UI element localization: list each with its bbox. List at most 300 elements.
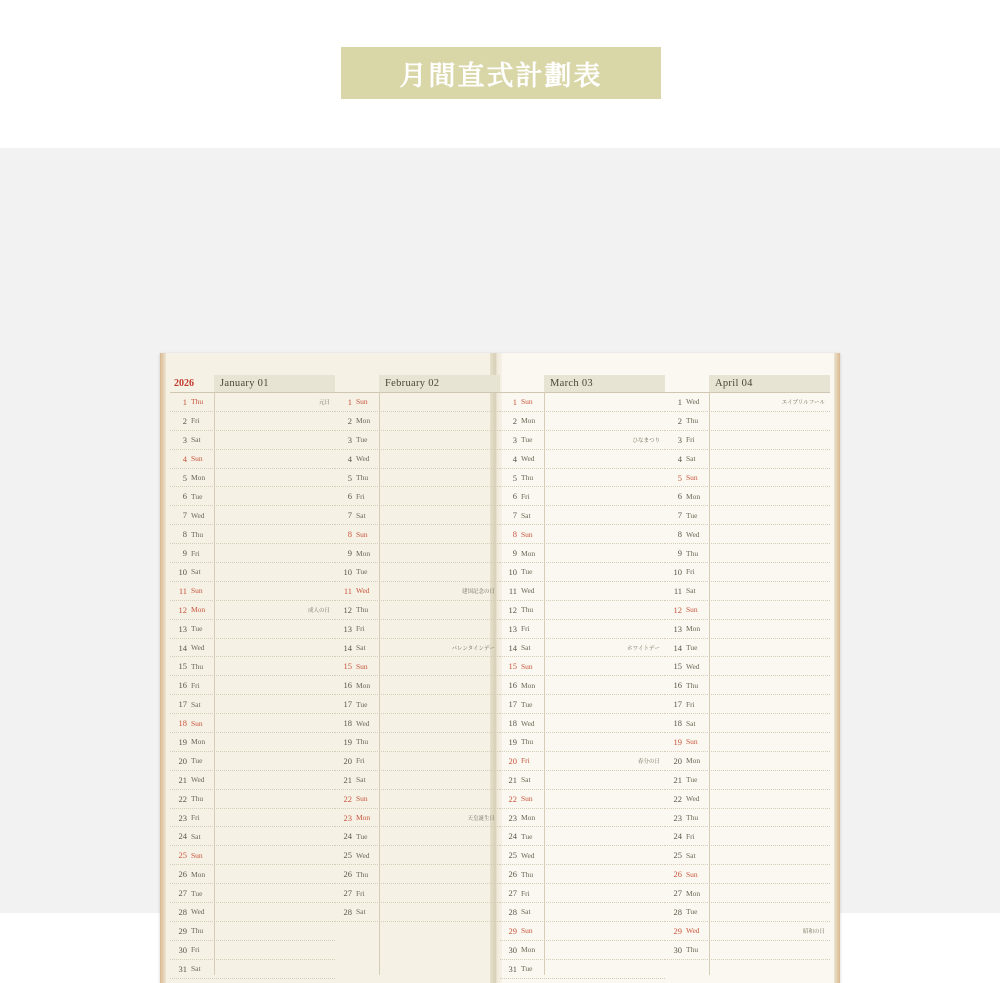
day-row[interactable]	[170, 657, 335, 676]
day-row[interactable]	[335, 695, 500, 714]
day-weekday: Tue	[356, 699, 368, 709]
day-row[interactable]	[665, 450, 830, 469]
day-row[interactable]	[665, 563, 830, 582]
day-number: 5	[677, 472, 682, 483]
day-row[interactable]	[500, 809, 665, 828]
day-row[interactable]	[500, 865, 665, 884]
day-number: 8	[677, 529, 682, 540]
day-weekday: Sun	[521, 794, 533, 804]
day-row[interactable]	[500, 657, 665, 676]
day-note[interactable]: 春分の日	[637, 758, 660, 765]
day-row[interactable]	[665, 506, 830, 525]
month-column	[170, 375, 335, 975]
day-row[interactable]	[335, 620, 500, 639]
day-row[interactable]	[170, 941, 335, 960]
day-weekday: Fri	[191, 945, 200, 955]
day-number: 2	[182, 415, 187, 426]
day-weekday: Fri	[686, 435, 695, 445]
day-row[interactable]	[170, 639, 335, 658]
day-weekday: Sat	[521, 775, 531, 785]
day-note[interactable]: 元日	[318, 399, 330, 406]
day-number: 27	[508, 888, 517, 899]
day-row[interactable]	[335, 487, 500, 506]
day-row[interactable]	[665, 657, 830, 676]
day-number: 12	[343, 604, 352, 615]
day-weekday: Thu	[356, 473, 369, 482]
day-weekday: Wed	[356, 586, 370, 596]
day-list	[665, 393, 830, 960]
day-row[interactable]	[170, 487, 335, 506]
day-number: 6	[347, 491, 352, 502]
day-number: 22	[343, 793, 352, 804]
day-number: 21	[343, 774, 352, 785]
day-number: 6	[677, 491, 682, 502]
day-row[interactable]	[500, 431, 665, 450]
day-weekday: Wed	[686, 926, 700, 936]
day-number: 23	[178, 812, 187, 823]
day-row[interactable]	[170, 960, 335, 979]
day-weekday: Fri	[521, 756, 530, 766]
day-number: 23	[673, 812, 682, 823]
day-weekday: Mon	[686, 888, 701, 898]
day-number: 28	[673, 906, 682, 917]
day-row[interactable]	[500, 941, 665, 960]
day-note[interactable]: 昭和の日	[802, 928, 825, 935]
day-row[interactable]	[170, 903, 335, 922]
day-weekday: Thu	[686, 416, 699, 426]
day-weekday: Wed	[191, 775, 205, 785]
day-row[interactable]	[665, 941, 830, 960]
day-weekday: Thu	[521, 605, 534, 615]
day-weekday: Tue	[191, 491, 203, 501]
month-column	[335, 375, 500, 975]
day-number: 19	[673, 736, 682, 747]
day-row[interactable]	[665, 431, 830, 450]
day-weekday: Thu	[686, 548, 699, 558]
day-weekday: Tue	[356, 435, 368, 445]
day-number: 23	[508, 812, 517, 823]
day-row[interactable]	[335, 884, 500, 903]
day-number: 30	[508, 944, 517, 955]
day-weekday: Mon	[356, 813, 371, 823]
day-row[interactable]	[170, 525, 335, 544]
day-row[interactable]	[170, 601, 335, 620]
day-row[interactable]	[335, 525, 500, 544]
day-weekday: Sat	[356, 907, 366, 917]
header-spacer	[335, 375, 379, 393]
day-row[interactable]	[665, 525, 830, 544]
day-row[interactable]	[170, 827, 335, 846]
day-row[interactable]	[170, 790, 335, 809]
day-row[interactable]	[170, 563, 335, 582]
month-column	[665, 375, 830, 975]
day-weekday: Fri	[191, 548, 200, 558]
day-row[interactable]	[335, 771, 500, 790]
day-number: 11	[178, 585, 187, 596]
day-number: 28	[508, 906, 517, 917]
day-row[interactable]	[335, 676, 500, 695]
day-number: 12	[508, 604, 517, 615]
day-weekday: Wed	[686, 529, 700, 539]
day-number: 18	[508, 718, 517, 729]
day-row[interactable]	[335, 563, 500, 582]
day-number: 1	[512, 396, 517, 407]
day-row[interactable]	[500, 752, 665, 771]
day-weekday: Mon	[191, 737, 206, 747]
day-number: 17	[673, 699, 682, 710]
day-row[interactable]	[665, 582, 830, 601]
day-weekday: Tue	[686, 510, 698, 520]
day-number: 19	[343, 736, 352, 747]
month-title-block	[214, 375, 335, 392]
month-columns	[170, 375, 830, 975]
day-number: 18	[673, 718, 682, 729]
day-number: 26	[508, 869, 517, 880]
day-number: 13	[343, 623, 352, 634]
day-note[interactable]: エイプリルフール	[781, 399, 825, 406]
day-note[interactable]: ホワイトデー	[627, 645, 660, 652]
day-number: 22	[508, 793, 517, 804]
day-row[interactable]	[665, 809, 830, 828]
day-number: 7	[182, 510, 187, 521]
day-number: 8	[512, 529, 517, 540]
day-row[interactable]	[500, 903, 665, 922]
day-row[interactable]	[170, 733, 335, 752]
day-row[interactable]	[335, 469, 500, 488]
day-number: 5	[512, 472, 517, 483]
day-weekday: Tue	[521, 699, 533, 709]
day-row[interactable]	[665, 393, 830, 412]
day-number: 24	[673, 831, 682, 842]
day-row[interactable]	[665, 412, 830, 431]
day-row[interactable]	[500, 563, 665, 582]
day-row[interactable]	[500, 771, 665, 790]
day-row[interactable]	[170, 450, 335, 469]
day-weekday: Sat	[191, 699, 201, 709]
day-weekday: Mon	[686, 756, 701, 766]
day-row[interactable]	[665, 620, 830, 639]
day-row[interactable]	[500, 506, 665, 525]
day-number: 27	[343, 888, 352, 899]
year-label: 2026	[174, 378, 194, 389]
day-row[interactable]	[665, 544, 830, 563]
day-number: 14	[178, 642, 187, 653]
day-row[interactable]	[500, 582, 665, 601]
day-row[interactable]	[335, 903, 500, 922]
day-number: 10	[673, 566, 682, 577]
day-weekday: Sat	[191, 435, 201, 445]
title-banner	[341, 47, 661, 99]
day-number: 1	[677, 396, 682, 407]
day-row[interactable]	[665, 903, 830, 922]
day-row[interactable]	[170, 544, 335, 563]
day-row[interactable]	[500, 695, 665, 714]
day-number: 31	[508, 963, 517, 974]
day-weekday: Mon	[191, 605, 206, 615]
day-weekday: Mon	[521, 813, 536, 823]
day-number: 20	[343, 755, 352, 766]
day-row[interactable]	[170, 752, 335, 771]
day-row[interactable]	[665, 469, 830, 488]
day-weekday: Fri	[356, 624, 365, 634]
day-number: 4	[347, 453, 352, 464]
day-weekday: Sat	[686, 586, 696, 596]
day-number: 14	[343, 642, 352, 653]
product-stage	[0, 148, 1000, 974]
day-weekday: Wed	[356, 850, 370, 860]
day-weekday: Wed	[191, 907, 205, 917]
day-weekday: Fri	[686, 699, 695, 709]
day-row[interactable]	[170, 412, 335, 431]
day-weekday: Fri	[521, 491, 530, 501]
day-number: 20	[508, 755, 517, 766]
day-number: 28	[178, 906, 187, 917]
day-row[interactable]	[500, 487, 665, 506]
day-row[interactable]	[665, 487, 830, 506]
day-row[interactable]	[170, 582, 335, 601]
day-weekday: Tue	[356, 567, 368, 577]
day-row[interactable]	[170, 506, 335, 525]
day-row[interactable]	[500, 714, 665, 733]
day-note[interactable]: ひなまつり	[632, 437, 660, 444]
day-row[interactable]	[665, 639, 830, 658]
month-header	[665, 375, 830, 393]
day-row[interactable]	[335, 431, 500, 450]
day-weekday: Sun	[191, 586, 203, 596]
day-row[interactable]	[170, 469, 335, 488]
day-weekday: Sun	[521, 926, 533, 936]
day-row[interactable]	[170, 431, 335, 450]
day-number: 8	[182, 529, 187, 540]
day-row[interactable]	[500, 827, 665, 846]
day-row[interactable]	[665, 714, 830, 733]
day-weekday: Fri	[191, 680, 200, 690]
day-row[interactable]	[665, 771, 830, 790]
day-weekday: Thu	[686, 813, 699, 823]
day-weekday: Mon	[521, 945, 536, 955]
day-number: 14	[673, 642, 682, 653]
day-row[interactable]	[170, 809, 335, 828]
day-row[interactable]	[335, 657, 500, 676]
day-row[interactable]	[335, 412, 500, 431]
day-row[interactable]	[500, 525, 665, 544]
day-note[interactable]: バレンタインデー	[451, 645, 495, 652]
day-row[interactable]	[665, 922, 830, 941]
day-row[interactable]	[170, 676, 335, 695]
day-number: 10	[343, 566, 352, 577]
day-weekday: Sat	[521, 510, 531, 520]
day-row[interactable]	[335, 450, 500, 469]
day-weekday: Sat	[686, 454, 696, 464]
day-weekday: Tue	[521, 831, 533, 841]
day-row[interactable]	[335, 601, 500, 620]
day-note[interactable]: 建国記念の日	[461, 588, 495, 595]
day-number: 29	[673, 925, 682, 936]
day-row[interactable]	[665, 752, 830, 771]
day-row[interactable]	[500, 450, 665, 469]
day-row[interactable]	[665, 865, 830, 884]
day-number: 15	[508, 661, 517, 672]
day-weekday: Wed	[686, 794, 700, 804]
day-row[interactable]	[665, 884, 830, 903]
day-row[interactable]	[500, 922, 665, 941]
day-number: 24	[178, 831, 187, 842]
day-row[interactable]	[335, 714, 500, 733]
day-row[interactable]	[335, 393, 500, 412]
month-title: March 03	[550, 378, 593, 389]
day-weekday: Sun	[686, 737, 698, 747]
day-weekday: Wed	[521, 586, 535, 596]
day-number: 29	[178, 925, 187, 936]
day-number: 9	[182, 548, 187, 559]
day-weekday: Wed	[686, 661, 700, 671]
day-number: 17	[343, 699, 352, 710]
day-row[interactable]	[500, 639, 665, 658]
day-weekday: Mon	[356, 680, 371, 690]
day-number: 7	[347, 510, 352, 521]
day-row[interactable]	[500, 469, 665, 488]
day-row[interactable]	[335, 506, 500, 525]
day-row[interactable]	[335, 827, 500, 846]
day-weekday: Sun	[356, 661, 368, 671]
banner-area	[0, 0, 1000, 148]
day-row[interactable]	[665, 695, 830, 714]
day-weekday: Mon	[356, 416, 371, 426]
day-row[interactable]	[335, 846, 500, 865]
day-row[interactable]	[170, 695, 335, 714]
day-number: 2	[512, 415, 517, 426]
day-number: 4	[512, 453, 517, 464]
day-row[interactable]	[500, 846, 665, 865]
day-weekday: Thu	[521, 869, 534, 879]
day-row[interactable]	[665, 790, 830, 809]
day-weekday: Sat	[191, 567, 201, 577]
day-weekday: Thu	[686, 680, 699, 690]
day-row[interactable]	[500, 676, 665, 695]
day-weekday: Thu	[191, 926, 204, 936]
day-weekday: Fri	[356, 888, 365, 898]
day-row[interactable]	[170, 393, 335, 412]
day-weekday: Tue	[686, 775, 698, 785]
day-weekday: Tue	[521, 964, 533, 974]
day-number: 8	[347, 529, 352, 540]
day-row[interactable]	[665, 827, 830, 846]
day-weekday: Mon	[686, 491, 701, 501]
day-note[interactable]: 天皇誕生日	[467, 815, 495, 822]
day-number: 30	[673, 944, 682, 955]
day-weekday: Sun	[686, 605, 698, 615]
day-weekday: Sun	[521, 661, 533, 671]
day-row[interactable]	[170, 865, 335, 884]
day-number: 4	[677, 453, 682, 464]
month-title-block	[379, 375, 500, 392]
day-row[interactable]	[335, 544, 500, 563]
day-row[interactable]	[500, 544, 665, 563]
day-weekday: Tue	[686, 907, 698, 917]
day-weekday: Tue	[356, 831, 368, 841]
day-number: 1	[182, 396, 187, 407]
day-row[interactable]	[335, 582, 500, 601]
day-row[interactable]	[500, 733, 665, 752]
day-row[interactable]	[500, 884, 665, 903]
header-spacer	[665, 375, 709, 393]
day-row[interactable]	[170, 884, 335, 903]
day-number: 27	[178, 888, 187, 899]
page-edge-right	[834, 353, 840, 983]
day-number: 13	[508, 623, 517, 634]
day-row[interactable]	[170, 922, 335, 941]
day-row[interactable]	[500, 790, 665, 809]
day-number: 7	[512, 510, 517, 521]
day-number: 16	[508, 680, 517, 691]
day-weekday: Thu	[356, 605, 369, 615]
day-number: 11	[343, 585, 352, 596]
day-weekday: Wed	[521, 850, 535, 860]
day-weekday: Wed	[521, 454, 535, 464]
day-number: 25	[508, 850, 517, 861]
day-number: 20	[178, 755, 187, 766]
day-weekday: Fri	[521, 888, 530, 898]
day-note[interactable]: 成人の日	[307, 607, 330, 614]
day-row[interactable]	[170, 771, 335, 790]
day-number: 24	[343, 831, 352, 842]
day-weekday: Sun	[191, 850, 203, 860]
day-weekday: Wed	[191, 510, 205, 520]
day-row[interactable]	[335, 639, 500, 658]
day-row[interactable]	[335, 752, 500, 771]
day-weekday: Thu	[356, 869, 369, 879]
notebook-spread	[160, 353, 840, 983]
day-row[interactable]	[335, 733, 500, 752]
day-row[interactable]	[335, 865, 500, 884]
day-number: 26	[673, 869, 682, 880]
day-row[interactable]	[500, 393, 665, 412]
day-weekday: Tue	[521, 435, 533, 445]
day-weekday: Thu	[356, 737, 369, 747]
day-number: 16	[673, 680, 682, 691]
month-header	[335, 375, 500, 393]
day-row[interactable]	[665, 846, 830, 865]
day-number: 23	[343, 812, 352, 823]
day-row[interactable]	[500, 412, 665, 431]
day-row[interactable]	[500, 960, 665, 979]
day-list	[335, 393, 500, 922]
day-weekday: Fri	[356, 491, 365, 501]
day-row[interactable]	[665, 601, 830, 620]
day-number: 22	[673, 793, 682, 804]
day-weekday: Sun	[521, 397, 533, 407]
day-number: 18	[343, 718, 352, 729]
day-row[interactable]	[170, 714, 335, 733]
day-row[interactable]	[500, 620, 665, 639]
day-weekday: Sun	[356, 529, 368, 539]
day-number: 17	[508, 699, 517, 710]
day-number: 5	[182, 472, 187, 483]
day-row[interactable]	[335, 809, 500, 828]
day-row[interactable]	[335, 790, 500, 809]
day-row[interactable]	[665, 733, 830, 752]
day-row[interactable]	[170, 846, 335, 865]
day-number: 27	[673, 888, 682, 899]
day-row[interactable]	[665, 676, 830, 695]
day-number: 2	[347, 415, 352, 426]
day-row[interactable]	[170, 620, 335, 639]
day-number: 16	[343, 680, 352, 691]
day-row[interactable]	[500, 601, 665, 620]
day-number: 28	[343, 906, 352, 917]
month-title: January 01	[220, 378, 269, 389]
day-number: 11	[673, 585, 682, 596]
